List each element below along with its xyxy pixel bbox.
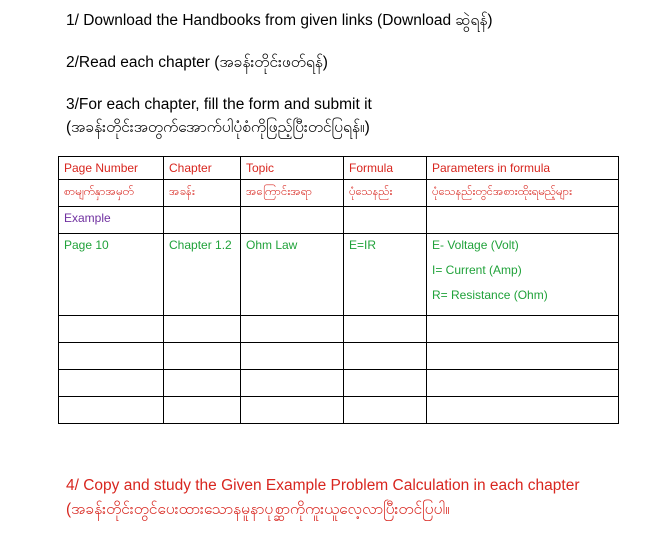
- table-cell: [59, 370, 164, 397]
- table-cell: [241, 343, 344, 370]
- example-label-row: [59, 207, 619, 234]
- table-cell: [427, 207, 619, 234]
- table-cell: [164, 316, 241, 343]
- example-data-row: [59, 234, 619, 316]
- table-row: [59, 343, 619, 370]
- table-cell: [59, 343, 164, 370]
- chapter-form-table: [58, 156, 619, 424]
- table-cell: [164, 370, 241, 397]
- header-chapter: Chapter: [164, 157, 241, 180]
- header-formula-mm: ပုံသေနည်း: [344, 180, 427, 207]
- table-row: [59, 316, 619, 343]
- table-cell: [164, 207, 241, 234]
- header-topic: Topic: [241, 157, 344, 180]
- instruction-step-3: 3/For each chapter, fill the form and submit it: [66, 96, 372, 113]
- table-cell: [344, 397, 427, 424]
- header-page-number: Page Number: [59, 157, 164, 180]
- table-header-row: [59, 157, 619, 180]
- table-cell: [427, 316, 619, 343]
- table-cell: [427, 370, 619, 397]
- instruction-step-4: 4/ Copy and study the Given Example Problem Calculation in each chapter: [66, 477, 580, 494]
- instruction-step-1: 1/ Download the Handbooks from given links (Download ဆွဲရန်): [66, 12, 493, 29]
- table-row: [59, 370, 619, 397]
- header-chapter-mm: အခန်း: [164, 180, 241, 207]
- example-formula: E=IR: [344, 234, 427, 316]
- param-resistance: R= Resistance (Ohm): [432, 288, 548, 302]
- table-cell: [344, 207, 427, 234]
- table-cell: [241, 316, 344, 343]
- table-cell: [241, 397, 344, 424]
- example-topic: Ohm Law: [241, 234, 344, 316]
- table-cell: [344, 370, 427, 397]
- table-cell: [241, 370, 344, 397]
- header-topic-mm: အကြောင်းအရာ: [241, 180, 344, 207]
- table-cell: [344, 316, 427, 343]
- param-voltage: E- Voltage (Volt): [432, 238, 519, 252]
- table-cell: [164, 397, 241, 424]
- instruction-step-4-myanmar: (အခန်းတိုင်းတွင်ပေးထားသောနမူနာပုစ္ဆာကိုကူးယူလေ့လာပြီးတင်ပြပါ။: [66, 501, 450, 518]
- table-cell: [59, 397, 164, 424]
- instruction-step-2: 2/Read each chapter (အခန်းတိုင်းဖတ်ရန်): [66, 54, 328, 71]
- header-formula: Formula: [344, 157, 427, 180]
- header-parameters-mm: ပုံသေနည်းတွင်အစားထိုးရမည့်များ: [427, 180, 619, 207]
- example-label: Example: [59, 207, 164, 234]
- example-page: Page 10: [59, 234, 164, 316]
- table-cell: [59, 316, 164, 343]
- example-chapter: Chapter 1.2: [164, 234, 241, 316]
- header-parameters: Parameters in formula: [427, 157, 619, 180]
- table-cell: [241, 207, 344, 234]
- table-row: [59, 397, 619, 424]
- example-parameters: [427, 234, 619, 316]
- table-cell: [164, 343, 241, 370]
- table-cell: [427, 397, 619, 424]
- instruction-step-3-myanmar: (အခန်းတိုင်းအတွက်အောက်ပါပုံစံကိုဖြည့်ပြီးတင်ပြရန်။): [66, 119, 370, 136]
- header-page-number-mm: စာမျက်နှာအမှတ်: [59, 180, 164, 207]
- param-current: I= Current (Amp): [432, 263, 522, 277]
- table-cell: [344, 343, 427, 370]
- table-cell: [427, 343, 619, 370]
- table-header-row-myanmar: [59, 180, 619, 207]
